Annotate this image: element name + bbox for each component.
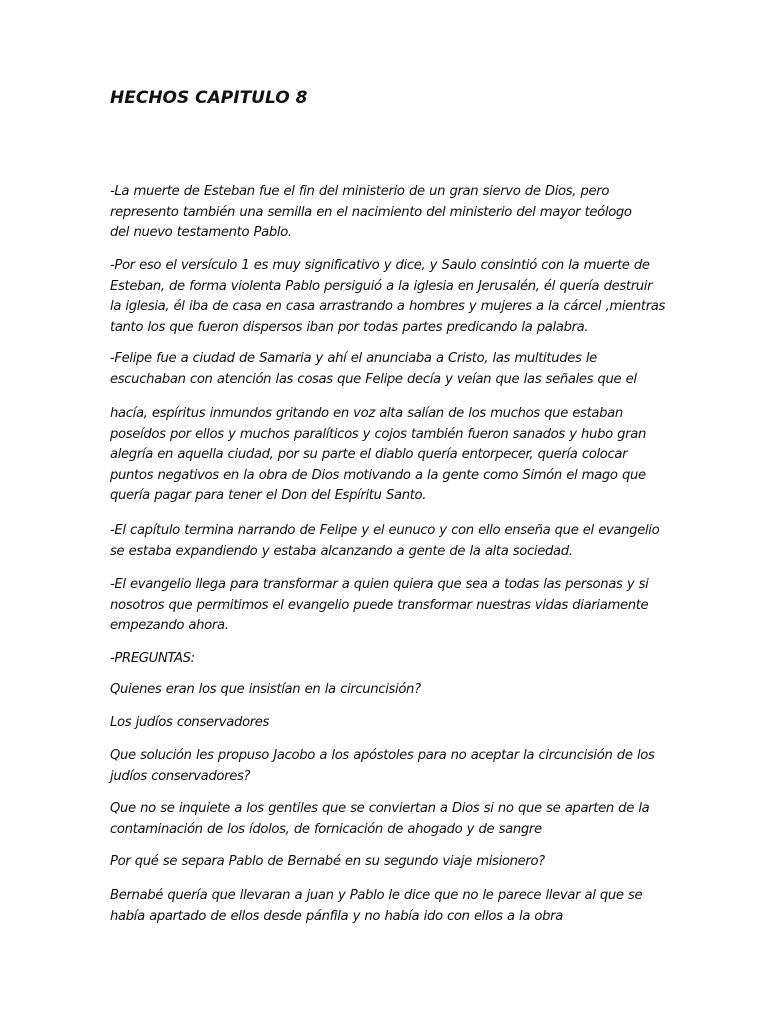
paragraph [110, 886, 670, 927]
text-line: Quienes eran los que insistían en la circuncisión? [110, 682, 421, 697]
text-line: empezando ahora. [110, 618, 229, 633]
text-line: hacía, espíritus inmundos gritando en voz alta salían de los muchos que estaban [110, 406, 623, 421]
text-line: contaminación de los ídolos, de fornicación de ahogado y de sangre [110, 821, 542, 837]
text-line: Que no se inquiete a los gentiles que se conviertan a Dios si no que se aparten de la [110, 801, 650, 816]
text-line: escuchaban con atención las cosas que Felipe decía y veían que las señales que el [110, 371, 637, 387]
text-line: puntos negativos en la obra de Dios motivando a la gente como Simón el mago que [110, 467, 646, 483]
text-line: Los judíos conservadores [110, 715, 270, 730]
text-line: judíos conservadores? [110, 768, 251, 784]
text-line: la iglesia, él iba de casa en casa arrastrando a hombres y mujeres a la cárcel ,mientras [110, 299, 666, 314]
paragraph [110, 852, 670, 873]
text-line: quería pagar para tener el Don del Espíritu Santo. [110, 488, 427, 503]
text-line: había apartado de ellos desde pánfila y no había ido con ellos a la obra [110, 908, 563, 924]
text-line: -La muerte de Esteban fue el fin del ministerio de un gran siervo de Dios, pero [110, 184, 610, 199]
paragraph [110, 746, 670, 787]
text-line: Esteban, de forma violenta Pablo persiguió a la iglesia en Jerusalén, él quería destruir [110, 278, 653, 294]
text-line: -PREGUNTAS: [110, 651, 195, 666]
text-line: -El capítulo termina narrando de Felipe y el eunuco y con ello enseña que el evangelio [110, 523, 660, 538]
text-line: -Por eso el versículo 1 es muy significativo y dice, y Saulo consintió con la muerte de [110, 258, 650, 273]
text-line: Por qué se separa Pablo de Bernabé en su segundo viaje misionero? [110, 854, 545, 869]
paragraph [110, 799, 670, 840]
paragraph [110, 404, 670, 507]
paragraph [110, 680, 670, 701]
text-line: poseídos por ellos y muchos paralíticos y cojos también fueron sanados y hubo gran [110, 426, 646, 442]
text-line: nosotros que permitimos el evangelio puede transformar nuestras vidas diariamente [110, 597, 649, 613]
paragraph [110, 521, 670, 562]
text-line: -El evangelio llega para transformar a quien quiera que sea a todas las personas y si [110, 577, 649, 592]
text-line: del nuevo testamento Pablo. [110, 225, 292, 240]
paragraph [110, 575, 670, 637]
text-line: tanto los que fueron dispersos iban por todas partes predicando la palabra. [110, 319, 589, 335]
page-title: HECHOS CAPITULO 8 [110, 88, 308, 108]
text-line: -Felipe fue a ciudad de Samaria y ahí el anunciaba a Cristo, las multitudes le [110, 351, 597, 366]
text-line: Que solución les propuso Jacobo a los apóstoles para no aceptar la circuncisión de los [110, 748, 655, 763]
paragraph [110, 256, 670, 338]
text-line: Bernabé quería que llevaran a juan y Pablo le dice que no le parece llevar al que se [110, 888, 643, 903]
text-line: alegría en aquella ciudad, por su parte el diablo quería entorpecer, quería colocar [110, 447, 628, 462]
paragraph [110, 649, 670, 670]
paragraph [110, 349, 670, 390]
text-line: se estaba expandiendo y estaba alcanzando a gente de la alta sociedad. [110, 543, 573, 559]
paragraph [110, 713, 670, 734]
paragraph [110, 182, 670, 244]
text-line: represento también una semilla en el nacimiento del ministerio del mayor teólogo [110, 204, 632, 220]
